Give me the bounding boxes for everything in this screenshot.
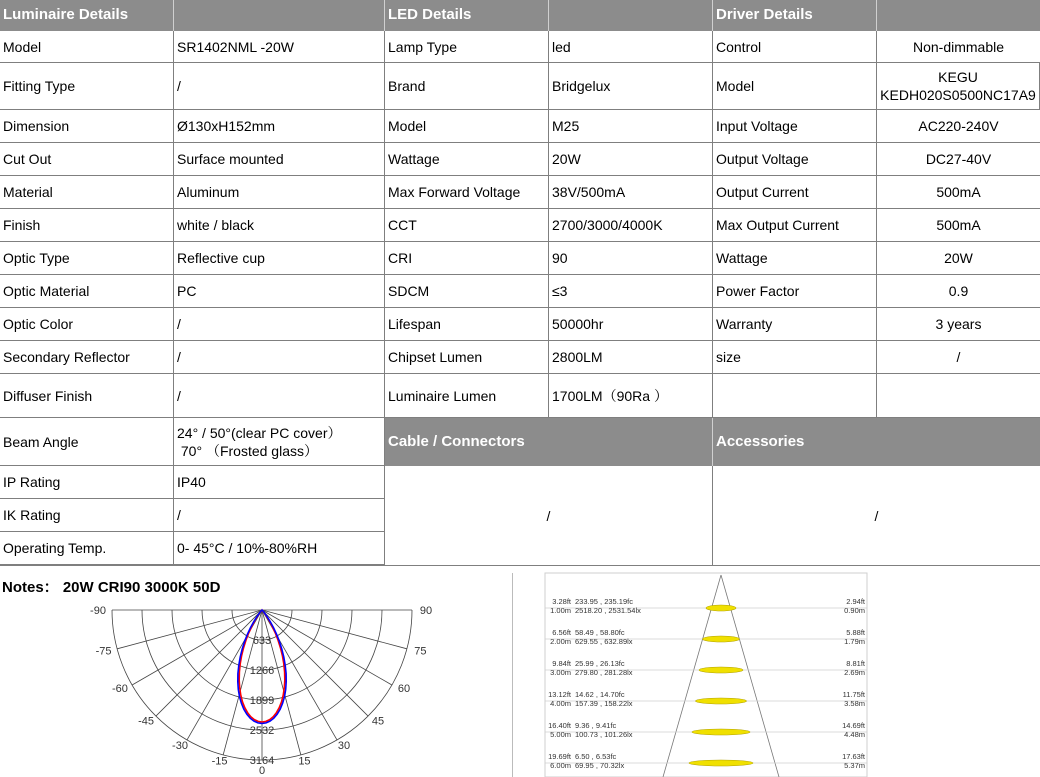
- led-label-9: [385, 341, 549, 374]
- led-value-2-text: M25: [552, 118, 580, 134]
- polar-radial-4: 3164: [249, 755, 275, 767]
- led-label-0: [385, 31, 549, 63]
- cone-height-ft-4: 16.40ft: [548, 721, 571, 730]
- polar-angle-left-4: -30: [172, 740, 188, 753]
- led-value-10: [549, 374, 713, 418]
- cone-illuminance-fc-5: 6.50 , 6.53fc: [575, 752, 617, 761]
- driver-value-1-line-1: KEGU: [938, 69, 978, 85]
- beam-spot-0: [706, 605, 736, 611]
- led-value-6: [549, 242, 713, 275]
- driver-label-8: [713, 308, 877, 341]
- luminaire-label-10: [0, 374, 174, 418]
- driver-label-2: [713, 110, 877, 143]
- cone-diameter-ft-4: 14.69ft: [842, 721, 865, 730]
- driver-value-8-text: 3 years: [935, 316, 982, 332]
- led-label-8: [385, 308, 549, 341]
- driver-label-0-text: Control: [716, 38, 762, 55]
- led-label-2-text: Model: [388, 118, 427, 134]
- cone-illuminance-lx-1: 629.55 , 632.89lx: [575, 637, 633, 646]
- beam-spot-2: [699, 667, 743, 673]
- led-details-header: LED Details: [385, 0, 549, 31]
- driver-label-1-text: Model: [716, 78, 755, 94]
- beam-spot-3: [696, 698, 747, 704]
- polar-radial-1: 1266: [249, 665, 275, 677]
- luminaire-label-7: [0, 275, 174, 308]
- luminaire-value-3-text: Surface mounted: [177, 151, 284, 167]
- luminaire-value-11: [174, 418, 385, 466]
- driver-value-3: [877, 143, 1040, 176]
- polar-angle-left-1: -75: [95, 645, 112, 658]
- cone-illuminance-lx-2: 279.80 , 281.28lx: [575, 668, 633, 677]
- polar-spoke: [156, 610, 262, 716]
- cone-diameter-ft-3: 11.75ft: [842, 690, 865, 699]
- led-label-0-text: Lamp Type: [388, 38, 458, 55]
- cone-diameter-m-5: 5.37m: [844, 761, 865, 770]
- led-value-8-text: 50000hr: [552, 316, 604, 332]
- luminaire-value-5: [174, 209, 385, 242]
- driver-value-7-text: 0.9: [948, 283, 969, 299]
- luminaire-label-6-text: Optic Type: [3, 250, 70, 266]
- cone-illuminance-fc-3: 14.62 , 14.70fc: [575, 690, 625, 699]
- luminaire-value-5-text: white / black: [177, 217, 255, 233]
- cone-height-m-3: 4.00m: [550, 699, 571, 708]
- driver-label-1: [713, 63, 877, 110]
- cone-height-m-4: 5.00m: [550, 730, 571, 739]
- luminaire-label-9-text: Secondary Reflector: [3, 349, 130, 365]
- cone-illuminance-lx-5: 69.95 , 70.32lx: [575, 761, 625, 770]
- driver-label-5-text: Max Output Current: [716, 217, 839, 233]
- cone-illuminance-fc-1: 58.49 , 58.80fc: [575, 628, 625, 637]
- luminaire-label-9: [0, 341, 174, 374]
- luminaire-value-9-text: /: [177, 349, 181, 365]
- driver-value-10: [877, 374, 1040, 418]
- luminaire-value-6-text: Reflective cup: [177, 250, 265, 266]
- driver-value-5-text: 500mA: [936, 217, 981, 233]
- polar-angle-left-3: -45: [138, 715, 154, 728]
- driver-value-5: [877, 209, 1040, 242]
- polar-grid: [112, 610, 412, 760]
- led-label-10-text: Luminaire Lumen: [388, 387, 497, 404]
- luminaire-label-0: [0, 31, 174, 63]
- luminaire-label-4-text: Material: [3, 184, 53, 200]
- driver-label-6: [713, 242, 877, 275]
- cone-illuminance-fc-2: 25.99 , 26.13fc: [575, 659, 625, 668]
- led-value-1: [549, 63, 713, 110]
- led-label-2: [385, 110, 549, 143]
- luminaire-value-10: [174, 374, 385, 418]
- luminaire-label-5: [0, 209, 174, 242]
- led-value-1-text: Bridgelux: [552, 78, 611, 94]
- luminaire-value-8-text: /: [177, 316, 181, 332]
- polar-angle-left-0: -90: [90, 605, 106, 617]
- luminaire-value-14: [174, 532, 385, 565]
- luminaire-value-12-text: IP40: [177, 474, 206, 490]
- luminaire-value-7: [174, 275, 385, 308]
- polar-angle-zero: 0: [258, 765, 266, 777]
- led-value-3: [549, 143, 713, 176]
- led-value-4: [549, 176, 713, 209]
- cone-illuminance-lx-3: 157.39 , 158.22lx: [575, 699, 633, 708]
- cone-illuminance-lx-4: 100.73 , 101.26lx: [575, 730, 633, 739]
- led-label-3-text: Wattage: [388, 151, 440, 167]
- luminaire-label-4: [0, 176, 174, 209]
- luminaire-label-8-text: Optic Color: [3, 316, 74, 332]
- luminaire-value-2: [174, 110, 385, 143]
- polar-angle-right-0: 90: [419, 605, 433, 617]
- accessories-text: /: [874, 507, 879, 524]
- polar-candela-diagram: [90, 596, 433, 777]
- header-spacer: [174, 0, 385, 31]
- cable-connectors-text: /: [546, 507, 551, 524]
- polar-angle-right-5: 15: [298, 755, 311, 768]
- luminaire-label-6: [0, 242, 174, 275]
- polar-angle-right-2: 60: [397, 683, 411, 695]
- cone-diameter-ft-5: 17.63ft: [842, 752, 865, 761]
- driver-value-2: [877, 110, 1040, 143]
- cone-illuminance-lx-0: 2518.20 , 2531.54lx: [575, 606, 641, 615]
- polar-radial-2: 1899: [249, 695, 275, 707]
- luminaire-label-2-text: Dimension: [3, 118, 70, 134]
- led-label-6: [385, 242, 549, 275]
- cone-height-m-1: 2.00m: [550, 637, 571, 646]
- led-value-0-text: led: [552, 38, 571, 55]
- cone-height-m-5: 6.00m: [550, 761, 571, 770]
- cone-illuminance-fc-4: 9.36 , 9.41fc: [575, 721, 617, 730]
- led-value-0: [549, 31, 713, 63]
- cone-height-ft-1: 6.56ft: [552, 628, 571, 637]
- led-label-4: [385, 176, 549, 209]
- table-bottom-border: [0, 565, 1040, 573]
- driver-value-9-text: /: [956, 349, 961, 365]
- luminaire-label-12: [0, 466, 174, 499]
- luminaire-label-10-text: Diffuser Finish: [3, 387, 93, 404]
- luminaire-value-7-text: PC: [177, 283, 197, 299]
- luminaire-value-1-text: /: [177, 78, 181, 94]
- driver-value-7: [877, 275, 1040, 308]
- luminaire-value-4-text: Aluminum: [177, 184, 240, 200]
- luminaire-label-0-text: Model: [3, 38, 42, 55]
- polar-angle-left-5: -15: [211, 755, 228, 768]
- luminaire-label-13: [0, 499, 174, 532]
- driver-value-4-text: 500mA: [936, 184, 981, 200]
- luminaire-details-header: Luminaire Details: [0, 0, 174, 31]
- led-value-7-text: ≤3: [552, 283, 568, 299]
- led-value-10-text: 1700LM（90Ra ）: [552, 387, 668, 404]
- driver-value-4: [877, 176, 1040, 209]
- driver-label-3: [713, 143, 877, 176]
- notes-text: Notes： 20W CRI90 3000K 50D: [2, 579, 221, 596]
- header-spacer: [549, 0, 713, 31]
- luminaire-label-1: [0, 63, 174, 110]
- beam-spot-5: [689, 760, 753, 766]
- luminaire-value-3: [174, 143, 385, 176]
- driver-label-9-text: size: [716, 349, 741, 365]
- luminaire-value-6: [174, 242, 385, 275]
- cone-height-ft-5: 19.69ft: [548, 752, 571, 761]
- led-value-4-text: 38V/500mA: [552, 184, 626, 200]
- driver-value-6: [877, 242, 1040, 275]
- cone-height-m-2: 3.00m: [550, 668, 571, 677]
- cone-height-ft-2: 9.84ft: [552, 659, 571, 668]
- driver-value-9: [877, 341, 1040, 374]
- driver-value-8: [877, 308, 1040, 341]
- luminaire-value-11-line-2: 70° （Frosted glass）: [177, 442, 318, 459]
- luminaire-value-0: [174, 31, 385, 63]
- luminaire-label-3: [0, 143, 174, 176]
- driver-value-3-text: DC27-40V: [925, 151, 992, 167]
- luminaire-label-8: [0, 308, 174, 341]
- polar-radial-0: 633: [252, 635, 272, 647]
- led-label-8-text: Lifespan: [388, 316, 441, 332]
- cable-connectors-header: Cable / Connectors: [385, 418, 713, 466]
- led-label-1-text: Brand: [388, 78, 426, 94]
- led-label-1: [385, 63, 549, 110]
- led-value-8: [549, 308, 713, 341]
- accessories-value: [713, 466, 1040, 565]
- led-label-9-text: Chipset Lumen: [388, 349, 483, 365]
- polar-angle-right-1: 75: [414, 645, 427, 658]
- luminaire-value-13: [174, 499, 385, 532]
- driver-value-1: [877, 63, 1040, 110]
- beam-spot-1: [703, 636, 740, 642]
- luminaire-label-11: [0, 418, 174, 466]
- luminaire-value-12: [174, 466, 385, 499]
- polar-angle-right-4: 30: [337, 740, 351, 753]
- led-value-2: [549, 110, 713, 143]
- luminaire-label-12-text: IP Rating: [3, 474, 61, 490]
- luminaire-value-2-text: Ø130xH152mm: [177, 118, 276, 134]
- luminaire-label-11-text: Beam Angle: [3, 433, 79, 450]
- polar-spoke: [117, 610, 262, 649]
- luminaire-label-1-text: Fitting Type: [3, 78, 76, 94]
- luminaire-value-14-text: 0- 45°C / 10%-80%RH: [177, 540, 318, 556]
- led-label-5-text: CCT: [388, 217, 417, 233]
- led-label-5: [385, 209, 549, 242]
- driver-label-10: [713, 374, 877, 418]
- led-label-7: [385, 275, 549, 308]
- luminaire-value-4: [174, 176, 385, 209]
- driver-details-header: Driver Details: [713, 0, 877, 31]
- cone-height-m-0: 1.00m: [550, 606, 571, 615]
- driver-label-7-text: Power Factor: [716, 283, 800, 299]
- beam-spot-4: [692, 729, 750, 735]
- cone-height-ft-3: 13.12ft: [548, 690, 571, 699]
- cone-diameter-m-2: 2.69m: [844, 668, 865, 677]
- luminaire-value-0-text: SR1402NML -20W: [177, 38, 294, 55]
- cone-diameter-m-4: 4.48m: [844, 730, 865, 739]
- driver-label-5: [713, 209, 877, 242]
- driver-value-2-text: AC220-240V: [918, 118, 999, 134]
- cone-diameter-ft-0: 2.94ft: [846, 597, 865, 606]
- driver-label-7: [713, 275, 877, 308]
- driver-label-4-text: Output Current: [716, 184, 809, 200]
- led-value-9: [549, 341, 713, 374]
- driver-value-0-text: Non-dimmable: [912, 38, 1005, 55]
- cone-diameter-ft-2: 8.81ft: [846, 659, 865, 668]
- luminaire-value-9: [174, 341, 385, 374]
- cone-diameter-m-0: 0.90m: [844, 606, 865, 615]
- luminaire-label-2: [0, 110, 174, 143]
- cone-diameter-ft-1: 5.88ft: [846, 628, 865, 637]
- led-value-7: [549, 275, 713, 308]
- driver-value-6-text: 20W: [944, 250, 973, 266]
- luminaire-label-3-text: Cut Out: [3, 151, 52, 167]
- polar-angle-right-3: 45: [371, 715, 385, 728]
- driver-label-4: [713, 176, 877, 209]
- cone-diameter-m-3: 3.58m: [844, 699, 865, 708]
- led-label-3: [385, 143, 549, 176]
- polar-radial-3: 2532: [249, 725, 275, 737]
- cone-height-ft-0: 3.28ft: [552, 597, 571, 606]
- driver-label-6-text: Wattage: [716, 250, 768, 266]
- cable-connectors-value: [385, 466, 713, 565]
- luminaire-value-1: [174, 63, 385, 110]
- led-value-5: [549, 209, 713, 242]
- cone-illuminance-fc-0: 233.95 , 235.19fc: [575, 597, 633, 606]
- driver-value-0: [877, 31, 1040, 63]
- luminaire-label-13-text: IK Rating: [3, 507, 61, 523]
- luminaire-label-14-text: Operating Temp.: [3, 540, 107, 556]
- polar-spoke: [262, 610, 368, 716]
- luminaire-label-7-text: Optic Material: [3, 283, 90, 299]
- polar-labels: [90, 605, 432, 777]
- driver-label-9: [713, 341, 877, 374]
- driver-value-1-line-2: KEDH020S0500NC17A9: [880, 87, 1036, 103]
- driver-label-8-text: Warranty: [716, 316, 773, 332]
- polar-angle-left-2: -60: [112, 683, 128, 695]
- luminaire-value-10-text: /: [177, 387, 181, 404]
- led-value-3-text: 20W: [552, 151, 581, 167]
- led-value-9-text: 2800LM: [552, 349, 603, 365]
- led-label-10: [385, 374, 549, 418]
- luminaire-value-11-line-1: 24° / 50°(clear PC cover）: [177, 424, 342, 441]
- led-value-5-text: 2700/3000/4000K: [552, 217, 663, 233]
- led-value-6-text: 90: [552, 250, 568, 266]
- led-label-7-text: SDCM: [388, 283, 430, 299]
- driver-label-3-text: Output Voltage: [716, 151, 809, 167]
- driver-label-2-text: Input Voltage: [716, 118, 798, 134]
- accessories-header: Accessories: [713, 418, 1040, 466]
- luminaire-value-8: [174, 308, 385, 341]
- header-spacer: [877, 0, 1040, 31]
- led-label-4-text: Max Forward Voltage: [388, 184, 521, 200]
- cone-diameter-m-1: 1.79m: [844, 637, 865, 646]
- luminaire-value-13-text: /: [177, 507, 181, 523]
- luminaire-label-5-text: Finish: [3, 217, 41, 233]
- luminaire-label-14: [0, 532, 174, 565]
- driver-label-0: [713, 31, 877, 63]
- illuminance-cone-diagram: [513, 573, 870, 777]
- led-label-6-text: CRI: [388, 250, 413, 266]
- polar-spoke: [262, 610, 407, 649]
